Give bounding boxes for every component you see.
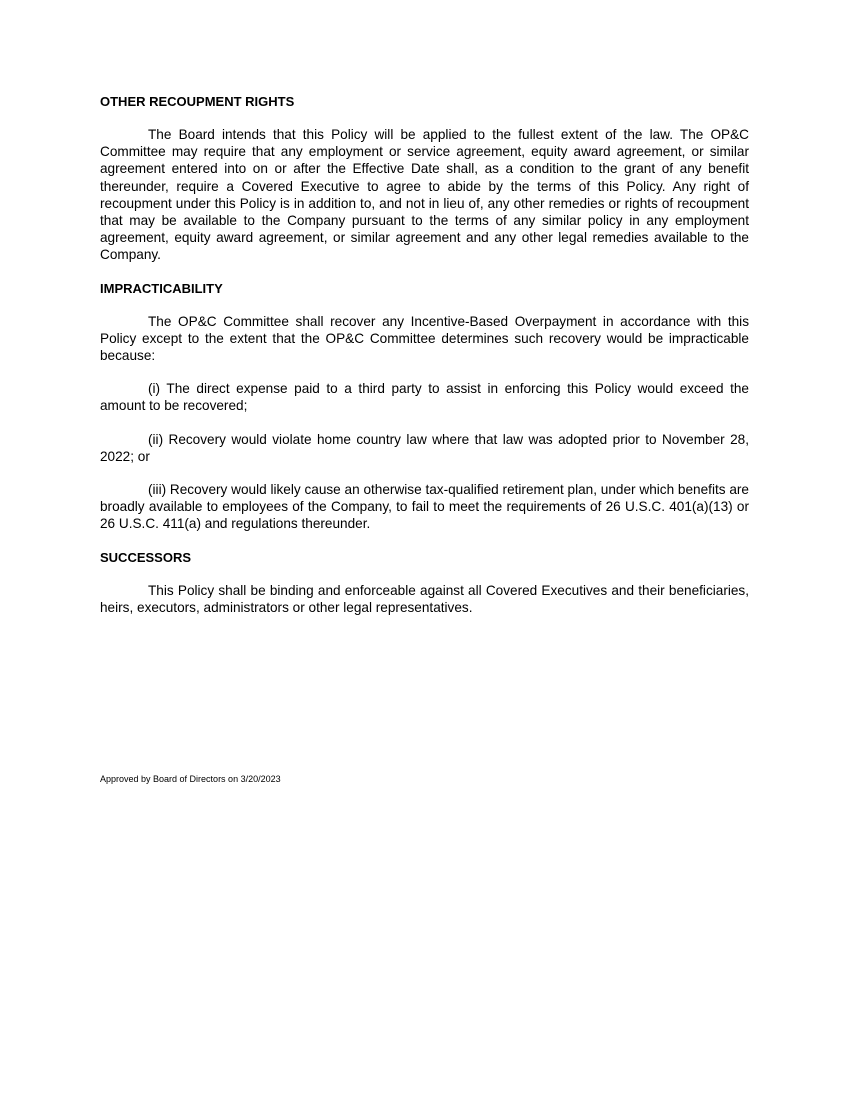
- list-item-i: (i) The direct expense paid to a third party to assist in enforcing this Policy would exceed the amount to be recovered;: [100, 381, 749, 414]
- section-impracticability: [100, 280, 749, 533]
- section-heading: SUCCESSORS: [100, 549, 192, 565]
- paragraph: This Policy shall be binding and enforceable against all Covered Executives and their beneficiaries, heirs, executors, administrators or other legal representatives.: [100, 582, 749, 615]
- paragraph: The Board intends that this Policy will be applied to the fullest extent of the law. The OP&C Committee may require that any employment or service agreement, equity award agreement, or similar agreement entered into on or after the Effective Date shall, as a condition to the grant of any benefit thereunder, require a Covered Executive to agree to abide by the terms of this Policy. Any right of recoupment under this Policy is in addition to, and not in lieu of, any other remedies or rights of recoupment that may be available to the Company pursuant to the terms of any similar policy in any employment agreement, equity award agreement, or similar agreement and any other legal remedies available to the Company.: [100, 127, 749, 263]
- list-item-ii: (ii) Recovery would violate home country law where that law was adopted prior to November 28, 2022; or: [100, 431, 749, 464]
- section-successors: [100, 549, 749, 616]
- list-item-iii: (iii) Recovery would likely cause an otherwise tax-qualified retirement plan, under which benefits are broadly available to employees of the Company, to fail to meet the requirements of 26 U.S.C. 401(a)(13) or 26 U.S.C. 411(a) and regulations thereunder.: [100, 482, 749, 532]
- approval-note: Approved by Board of Directors on 3/20/2023: [100, 774, 281, 784]
- section-heading: IMPRACTICABILITY: [100, 280, 223, 296]
- section-other-recoupment-rights: [100, 93, 749, 264]
- section-heading: OTHER RECOUPMENT RIGHTS: [100, 94, 295, 109]
- document-body: [100, 93, 749, 632]
- paragraph: The OP&C Committee shall recover any Incentive-Based Overpayment in accordance with this Policy except to the extent that the OP&C Committee determines such recovery would be impracticable because:: [100, 313, 749, 364]
